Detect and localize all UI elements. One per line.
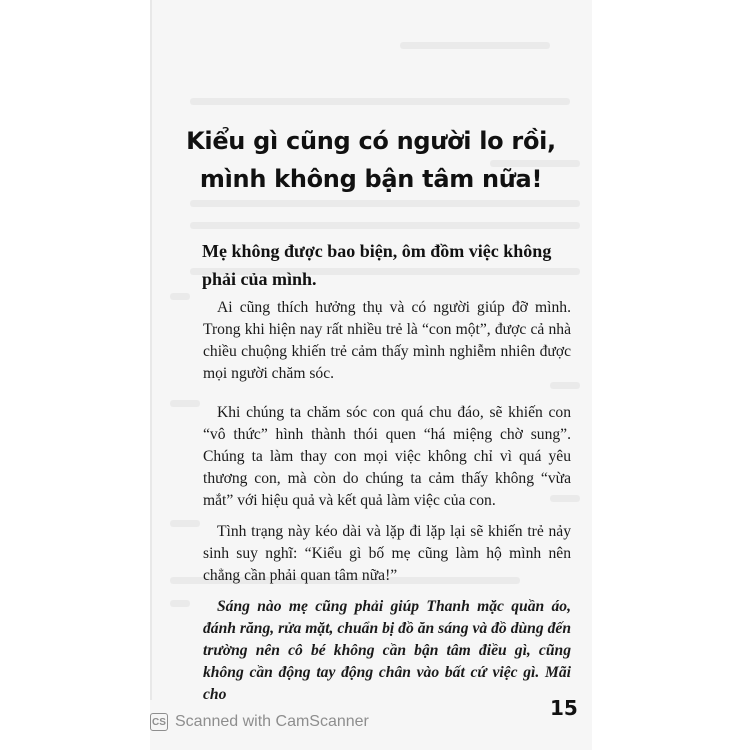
book-page <box>150 0 592 750</box>
bleed-through-line <box>190 222 580 229</box>
body-paragraph-3: Tình trạng này kéo dài và lặp đi lặp lại sẽ khiến trẻ nảy sinh suy nghĩ: “Kiểu gì bố mẹ cũng làm hộ mình nên chẳng cần phải quan tâm nữa!” <box>203 523 571 584</box>
bleed-through-line <box>190 98 570 105</box>
section-subheading: Mẹ không được bao biện, ôm đồm việc không phải của mình. <box>202 241 552 289</box>
bleed-through-line <box>170 520 200 527</box>
bleed-through-line <box>170 400 200 407</box>
scanner-watermark <box>150 711 369 733</box>
chapter-heading <box>150 122 592 198</box>
page-edge-shadow <box>150 0 152 700</box>
bleed-through-line <box>190 200 580 207</box>
bleed-through-line <box>170 600 190 607</box>
page-number: 15 <box>550 696 578 720</box>
bleed-through-line <box>400 42 550 49</box>
story-paragraph: Sáng nào mẹ cũng phải giúp Thanh mặc quần áo, đánh răng, rửa mặt, chuẩn bị đồ ăn sáng và đồ dùng đến trường nên cô bé không cần bận tâm điều gì, cũng không cần động tay động chân vào bất cứ việc gì. Mãi cho <box>203 598 571 703</box>
body-paragraph-2: Khi chúng ta chăm sóc con quá chu đáo, sẽ khiến con “vô thức” hình thành thói quen “há miệng chờ sung”. Chúng ta làm thay con mọi việc không chỉ vì quá yêu thương con, mà còn do chúng ta cảm thấy không “vừa mắt” với hiệu quả và kết quả làm việc của con. <box>203 404 571 509</box>
body-paragraph-1: Ai cũng thích hưởng thụ và có người giúp đỡ mình. Trong khi hiện nay rất nhiều trẻ là “con một”, được cả nhà chiều chuộng khiến trẻ cảm thấy mình nghiễm nhiên được mọi người chăm sóc. <box>203 299 571 382</box>
chapter-heading-line-2: mình không bận tâm nữa! <box>199 165 543 193</box>
chapter-heading-line-1: Kiểu gì cũng có người lo rồi, <box>186 127 556 155</box>
bleed-through-line <box>170 293 190 300</box>
watermark-text: Scanned with CamScanner <box>175 713 369 730</box>
camscanner-logo-icon: CS <box>150 713 168 731</box>
